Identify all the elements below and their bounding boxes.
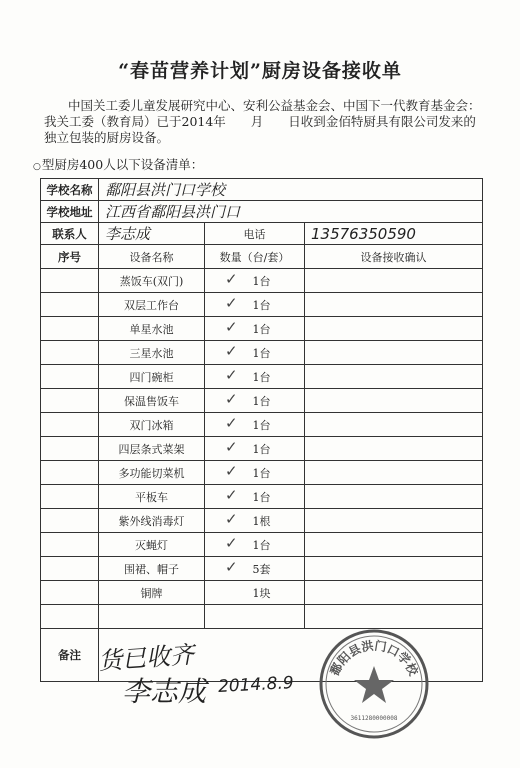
header-no: 序号 — [41, 245, 99, 269]
receipt-confirmation — [305, 605, 483, 629]
header-qty: 数量（台/套） — [205, 245, 305, 269]
intro-paragraph — [44, 98, 484, 146]
row-number — [41, 581, 99, 605]
equipment-name: 紫外线消毒灯 — [99, 509, 205, 533]
checkmark-icon: ✓ — [225, 318, 238, 336]
checkmark-icon: ✓ — [225, 462, 238, 480]
receipt-confirmation — [305, 293, 483, 317]
equipment-quantity-cell — [205, 533, 305, 557]
table-row — [41, 365, 483, 389]
equipment-quantity-cell — [205, 293, 305, 317]
row-number — [41, 413, 99, 437]
equipment-quantity-cell — [205, 269, 305, 293]
receipt-confirmation — [305, 581, 483, 605]
table-row — [41, 341, 483, 365]
row-number — [41, 317, 99, 341]
checkmark-icon: ✓ — [225, 558, 238, 576]
school-address-value: 江西省鄱阳县洪门口 — [99, 201, 483, 223]
table-row — [41, 485, 483, 509]
row-number — [41, 509, 99, 533]
equipment-quantity: 5套 — [252, 562, 271, 576]
equipment-quantity: 1台 — [252, 322, 271, 336]
equipment-name: 保温售饭车 — [99, 389, 205, 413]
equipment-quantity: 1台 — [252, 298, 271, 312]
row-number — [41, 293, 99, 317]
checkmark-icon: ✓ — [225, 270, 238, 288]
seal-number: 3611280000008 — [350, 715, 398, 722]
receipt-confirmation — [305, 365, 483, 389]
header-row — [41, 245, 483, 269]
table-row — [41, 413, 483, 437]
table-row — [41, 605, 483, 629]
spec-line — [33, 155, 203, 173]
receipt-confirmation — [305, 509, 483, 533]
header-name: 设备名称 — [99, 245, 205, 269]
table-row — [41, 437, 483, 461]
row-number — [41, 533, 99, 557]
receipt-confirmation — [305, 557, 483, 581]
equipment-name: 灭蝇灯 — [99, 533, 205, 557]
seal-star-icon — [354, 666, 394, 703]
checkmark-icon: ✓ — [225, 438, 238, 456]
signature-name: 李志成 — [122, 675, 207, 708]
intro-text: 中国关工委儿童发展研究中心、安利公益基金会、中国下一代教育基金会：我关工委（教育局）已于2014年 月 日收到金佰特厨具有限公司发来的独立包装的厨房设备。 — [44, 98, 481, 145]
receipt-confirmation — [305, 317, 483, 341]
checkmark-icon: ✓ — [225, 510, 238, 528]
equipment-quantity: 1台 — [252, 370, 271, 384]
table-row — [41, 581, 483, 605]
checkmark-icon: ✓ — [225, 390, 238, 408]
equipment-quantity-cell — [205, 317, 305, 341]
receipt-confirmation — [305, 413, 483, 437]
row-number — [41, 485, 99, 509]
equipment-quantity-cell — [205, 341, 305, 365]
equipment-quantity: 1台 — [252, 394, 271, 408]
row-number — [41, 341, 99, 365]
received-note: 货已收齐 — [97, 640, 196, 676]
table-row — [41, 389, 483, 413]
equipment-name: 蒸饭车(双门) — [99, 269, 205, 293]
school-address-label: 学校地址 — [41, 201, 99, 223]
receipt-confirmation — [305, 485, 483, 509]
checkmark-icon: ✓ — [225, 366, 238, 384]
checkmark-icon: ✓ — [225, 534, 238, 552]
school-seal — [318, 628, 430, 740]
remark-label: 备注 — [41, 629, 99, 682]
equipment-rows — [41, 269, 483, 629]
equipment-form-table — [40, 178, 483, 682]
equipment-quantity-cell — [205, 605, 305, 629]
receipt-confirmation — [305, 461, 483, 485]
row-number — [41, 557, 99, 581]
receipt-confirmation — [305, 533, 483, 557]
contact-row — [41, 223, 483, 245]
checkmark-icon: ✓ — [225, 294, 238, 312]
receipt-confirmation — [305, 389, 483, 413]
equipment-quantity-cell — [205, 485, 305, 509]
phone-label: 电话 — [205, 223, 305, 245]
receipt-confirmation — [305, 341, 483, 365]
equipment-quantity-cell — [205, 437, 305, 461]
header-confirm: 设备接收确认 — [305, 245, 483, 269]
row-number — [41, 389, 99, 413]
equipment-quantity-cell — [205, 509, 305, 533]
equipment-name: 双层工作台 — [99, 293, 205, 317]
equipment-name: 单星水池 — [99, 317, 205, 341]
row-number — [41, 365, 99, 389]
equipment-quantity-cell — [205, 413, 305, 437]
receipt-confirmation — [305, 269, 483, 293]
row-number — [41, 605, 99, 629]
table-row — [41, 557, 483, 581]
equipment-name: 三星水池 — [99, 341, 205, 365]
table-row — [41, 461, 483, 485]
contact-value: 李志成 — [99, 223, 205, 245]
table-row — [41, 293, 483, 317]
row-number — [41, 461, 99, 485]
checkmark-icon: ✓ — [225, 486, 238, 504]
equipment-quantity: 1台 — [252, 538, 271, 552]
equipment-name: 围裙、帽子 — [99, 557, 205, 581]
hole-punch-icon: ○ — [33, 162, 41, 172]
school-name-label: 学校名称 — [41, 179, 99, 201]
school-name-row — [41, 179, 483, 201]
checkmark-icon: ✓ — [225, 342, 238, 360]
table-row — [41, 509, 483, 533]
equipment-quantity: 1台 — [252, 274, 271, 288]
equipment-quantity-cell — [205, 365, 305, 389]
equipment-name: 多功能切菜机 — [99, 461, 205, 485]
checkmark-icon: ✓ — [225, 414, 238, 432]
equipment-name: 四层条式菜架 — [99, 437, 205, 461]
equipment-quantity-cell — [205, 461, 305, 485]
equipment-quantity-cell — [205, 557, 305, 581]
school-name-value: 鄱阳县洪门口学校 — [99, 179, 483, 201]
school-address-row — [41, 201, 483, 223]
equipment-quantity: 1根 — [252, 514, 271, 528]
seal-arc-text: 鄱阳县洪门口学校 — [327, 638, 421, 678]
row-number — [41, 269, 99, 293]
row-number — [41, 437, 99, 461]
equipment-quantity: 1台 — [252, 490, 271, 504]
equipment-name: 四门碗柜 — [99, 365, 205, 389]
spec-line-text: 型厨房400人以下设备清单： — [41, 157, 204, 172]
receipt-confirmation — [305, 437, 483, 461]
contact-label: 联系人 — [41, 223, 99, 245]
signature-date: 2014.8.9 — [217, 673, 295, 697]
equipment-quantity-cell — [205, 581, 305, 605]
phone-value: 13576350590 — [305, 223, 483, 245]
equipment-quantity: 1台 — [252, 346, 271, 360]
document-title: “春苗营养计划”厨房设备接收单 — [118, 60, 402, 82]
table-row — [41, 317, 483, 341]
equipment-name: 平板车 — [99, 485, 205, 509]
equipment-quantity: 1台 — [252, 466, 271, 480]
equipment-quantity: 1台 — [252, 442, 271, 456]
equipment-quantity-cell — [205, 389, 305, 413]
table-row — [41, 269, 483, 293]
table-row — [41, 533, 483, 557]
equipment-name: 铜牌 — [99, 581, 205, 605]
equipment-name: 双门冰箱 — [99, 413, 205, 437]
equipment-quantity: 1块 — [252, 586, 271, 600]
equipment-name — [99, 605, 205, 629]
equipment-quantity: 1台 — [252, 418, 271, 432]
